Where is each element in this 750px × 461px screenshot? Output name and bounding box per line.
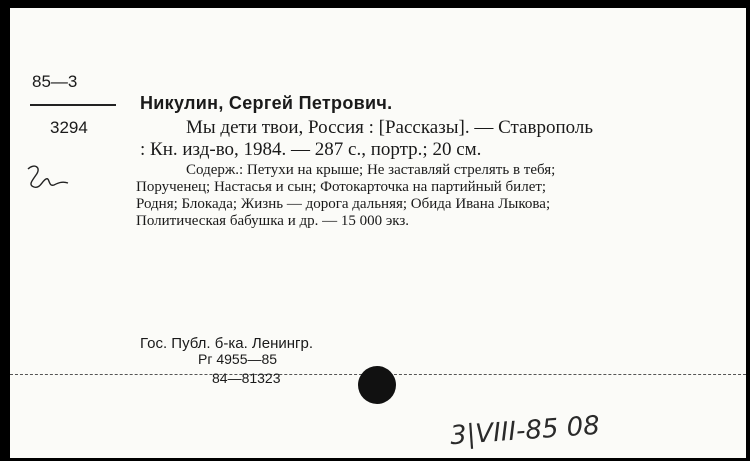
catalog-card [10,8,746,458]
contents-line-3: Родня; Блокада; Жизнь — дорога дальняя; Обида Ивана Лыкова; [136,196,551,212]
author-heading: Никулин, Сергей Петрович. [140,93,393,113]
contents-line-4: Политическая бабушка и др. — 15 000 экз. [136,213,410,229]
registration-number: Рг 4955—85 [198,351,278,367]
call-number: 3294 [50,118,88,137]
contents-line-1: Содерж.: Петухи на крыше; Не заставляй стрелять в тебя; [186,162,556,178]
record-number: 84—81323 [212,370,281,386]
classification-rule [30,104,116,106]
handwritten-date: 3|VIII-85 08 [449,410,601,452]
title-line-1: Мы дети твои, Россия : [Рассказы]. — Ставрополь [186,117,594,138]
classification-code: 85—3 [32,72,78,91]
handwritten-mark [24,163,74,203]
library-stamp: Гос. Публ. б-ка. Ленингр. [140,335,314,352]
contents-line-2: Порученец; Настасья и сын; Фотокарточка на партийный билет; [136,179,547,195]
punch-hole [358,366,396,404]
title-line-2: : Кн. изд-во, 1984. — 287 с., портр.; 20 см. [140,139,482,160]
